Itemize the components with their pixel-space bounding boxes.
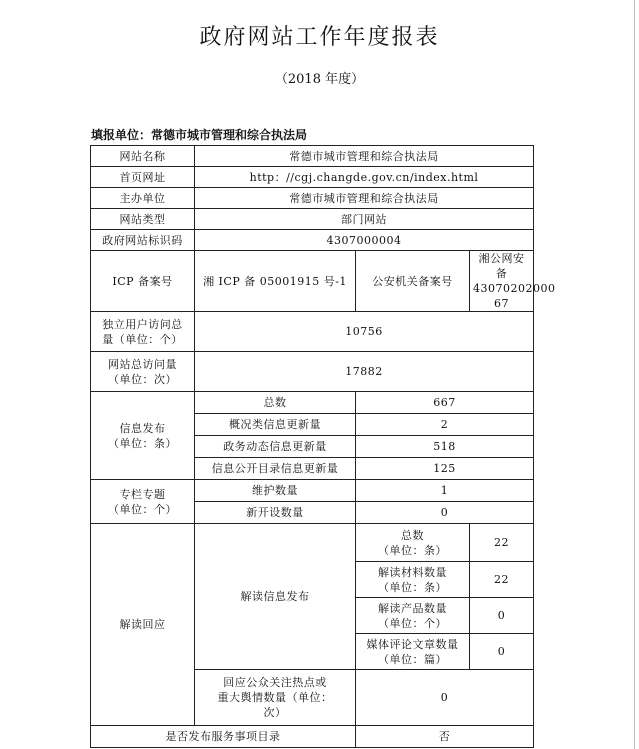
homepage-label: 首页网址	[91, 167, 195, 188]
media-count-value: 0	[470, 634, 534, 670]
new-count-value: 0	[356, 502, 534, 524]
material-count-value: 22	[470, 562, 534, 598]
table-row	[91, 312, 534, 352]
police-record-line-3: 67	[494, 297, 510, 310]
total-visits-label-line-2: （单位：次）	[108, 372, 177, 386]
media-count-label-line-1: 媒体评论文章数量	[366, 637, 459, 651]
special-topics-label-line-2: （单位：个）	[108, 502, 177, 516]
media-count-label	[356, 634, 470, 670]
product-count-value: 0	[470, 598, 534, 634]
police-record-line-2: 43070202000	[473, 282, 556, 295]
table-row	[91, 480, 534, 502]
gov-id-value: 4307000004	[195, 230, 534, 251]
table-row	[91, 188, 534, 209]
police-record-value	[470, 251, 556, 312]
info-publish-label	[91, 392, 195, 480]
response-count-label	[195, 670, 356, 726]
overview-update-value: 2	[356, 414, 534, 436]
report-year: （2018 年度）	[274, 72, 365, 87]
material-count-label-line-2: （单位：条）	[378, 580, 447, 594]
page-border	[634, 0, 635, 749]
table-row	[91, 230, 534, 251]
response-count-label-line-3: 次）	[263, 706, 287, 719]
catalog-update-label: 信息公开目录信息更新量	[195, 458, 356, 480]
response-count-value: 0	[356, 670, 534, 726]
new-count-label: 新开设数量	[195, 502, 356, 524]
table-row	[91, 392, 534, 414]
homepage-value: http：//cgj.changde.gov.cn/index.html	[195, 167, 534, 188]
site-type-label: 网站类型	[91, 209, 195, 230]
special-topics-label	[91, 480, 195, 524]
product-count-label-line-2: （单位：个）	[378, 616, 447, 630]
icp-value: 湘 ICP 备 05001915 号-1	[195, 251, 356, 312]
interpretation-label: 解读回应	[91, 524, 195, 726]
table-row	[91, 726, 534, 748]
media-count-label-line-2: （单位：篇）	[378, 652, 447, 666]
interpretation-publish-label: 解读信息发布	[195, 524, 356, 670]
police-record-label: 公安机关备案号	[356, 251, 470, 312]
reporting-unit	[91, 126, 307, 143]
overview-update-label: 概况类信息更新量	[195, 414, 356, 436]
sponsor-value: 常德市城市管理和综合执法局	[195, 188, 534, 209]
site-name-label: 网站名称	[91, 146, 195, 167]
info-total-label: 总数	[195, 392, 356, 414]
interp-total-label-line-2: （单位：条）	[378, 543, 447, 557]
table-row	[91, 352, 534, 392]
maintain-count-value: 1	[356, 480, 534, 502]
unique-visitors-label-line-2: 量（单位：个）	[102, 332, 183, 346]
total-visits-label-line-1: 网站总访问量	[108, 357, 177, 371]
affairs-update-label: 政务动态信息更新量	[195, 436, 356, 458]
table-row	[91, 209, 534, 230]
report-table	[90, 145, 556, 748]
police-record-line-1: 湘公网安备	[478, 252, 525, 280]
unique-visitors-label	[91, 312, 195, 352]
catalog-update-value: 125	[356, 458, 534, 480]
info-total-value: 667	[356, 392, 534, 414]
service-catalog-label: 是否发布服务事项目录	[91, 726, 356, 748]
table-row	[91, 251, 534, 312]
material-count-label	[356, 562, 470, 598]
total-visits-label	[91, 352, 195, 392]
interp-total-value: 22	[470, 524, 534, 562]
response-count-label-line-2: 重大舆情数量（单位：	[217, 691, 333, 704]
unique-visitors-label-line-1: 独立用户访问总	[102, 317, 183, 331]
info-publish-label-line-1: 信息发布	[119, 421, 166, 435]
page-title: 政府网站工作年度报表	[199, 25, 440, 50]
table-row	[91, 146, 534, 167]
interp-total-label-line-1: 总数	[401, 528, 424, 542]
icp-label: ICP 备案号	[91, 251, 195, 312]
reporting-unit-value: 常德市城市管理和综合执法局	[151, 128, 308, 142]
maintain-count-label: 维护数量	[195, 480, 356, 502]
info-publish-label-line-2: （单位：条）	[108, 436, 177, 450]
table-row	[91, 524, 534, 562]
product-count-label-line-1: 解读产品数量	[378, 601, 447, 615]
material-count-label-line-1: 解读材料数量	[378, 565, 447, 579]
interp-total-label	[356, 524, 470, 562]
total-visits-value: 17882	[195, 352, 534, 392]
table-row	[91, 167, 534, 188]
reporting-unit-label: 填报单位：	[91, 128, 152, 142]
site-name-value: 常德市城市管理和综合执法局	[195, 146, 534, 167]
product-count-label	[356, 598, 470, 634]
gov-id-label: 政府网站标识码	[91, 230, 195, 251]
affairs-update-value: 518	[356, 436, 534, 458]
site-type-value: 部门网站	[195, 209, 534, 230]
special-topics-label-line-1: 专栏专题	[119, 487, 166, 501]
service-catalog-value: 否	[356, 726, 534, 748]
response-count-label-line-1: 回应公众关注热点或	[223, 676, 327, 689]
sponsor-label: 主办单位	[91, 188, 195, 209]
unique-visitors-value: 10756	[195, 312, 534, 352]
